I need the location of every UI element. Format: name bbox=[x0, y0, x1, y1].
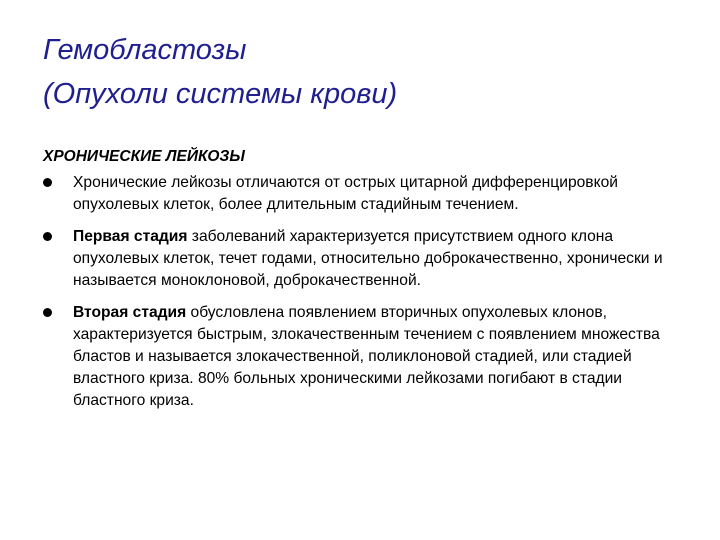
slide-title bbox=[43, 28, 683, 116]
bullet-text bbox=[73, 304, 660, 409]
slide-title-line-2: (Опухоли системы крови) bbox=[43, 78, 398, 110]
bullet-dot-icon bbox=[43, 308, 52, 317]
bullet-dot-icon bbox=[43, 178, 52, 187]
slide-title-line-1: Гемобластозы bbox=[43, 34, 247, 66]
bullet-body-text: заболеваний характеризуется присутствием одного клона опухолевых клеток, течет годами, относительно доброкачественно, хронически и называется моноклоновой, доброкачественной. bbox=[73, 228, 663, 289]
bullet-dot-icon bbox=[43, 232, 52, 241]
bullet-bold-text: Вторая стадия bbox=[73, 304, 187, 321]
bullet-text bbox=[73, 174, 618, 213]
bullet-bold-text: Первая стадия bbox=[73, 228, 188, 245]
bullet-item-2 bbox=[43, 226, 693, 292]
bullet-body-text: Хронические лейкозы отличаются от острых цитарной дифференцировкой опухолевых клеток, более длительным стадийным течением. bbox=[73, 174, 618, 213]
bullet-list bbox=[43, 172, 693, 422]
bullet-item-3 bbox=[43, 302, 693, 412]
bullet-body-text: обусловлена появлением вторичных опухолевых клонов, характеризуется быстрым, злокачественным течением с появлением множества бластов и называется злокачественной, поликлоновой стадией, или стадией властного криза. 80% больных хроническими лейкозами погибают в стадии бластного криза. bbox=[73, 304, 660, 409]
section-heading: ХРОНИЧЕСКИЕ ЛЕЙКОЗЫ bbox=[43, 148, 245, 165]
bullet-item-1 bbox=[43, 172, 693, 216]
bullet-text bbox=[73, 228, 663, 289]
